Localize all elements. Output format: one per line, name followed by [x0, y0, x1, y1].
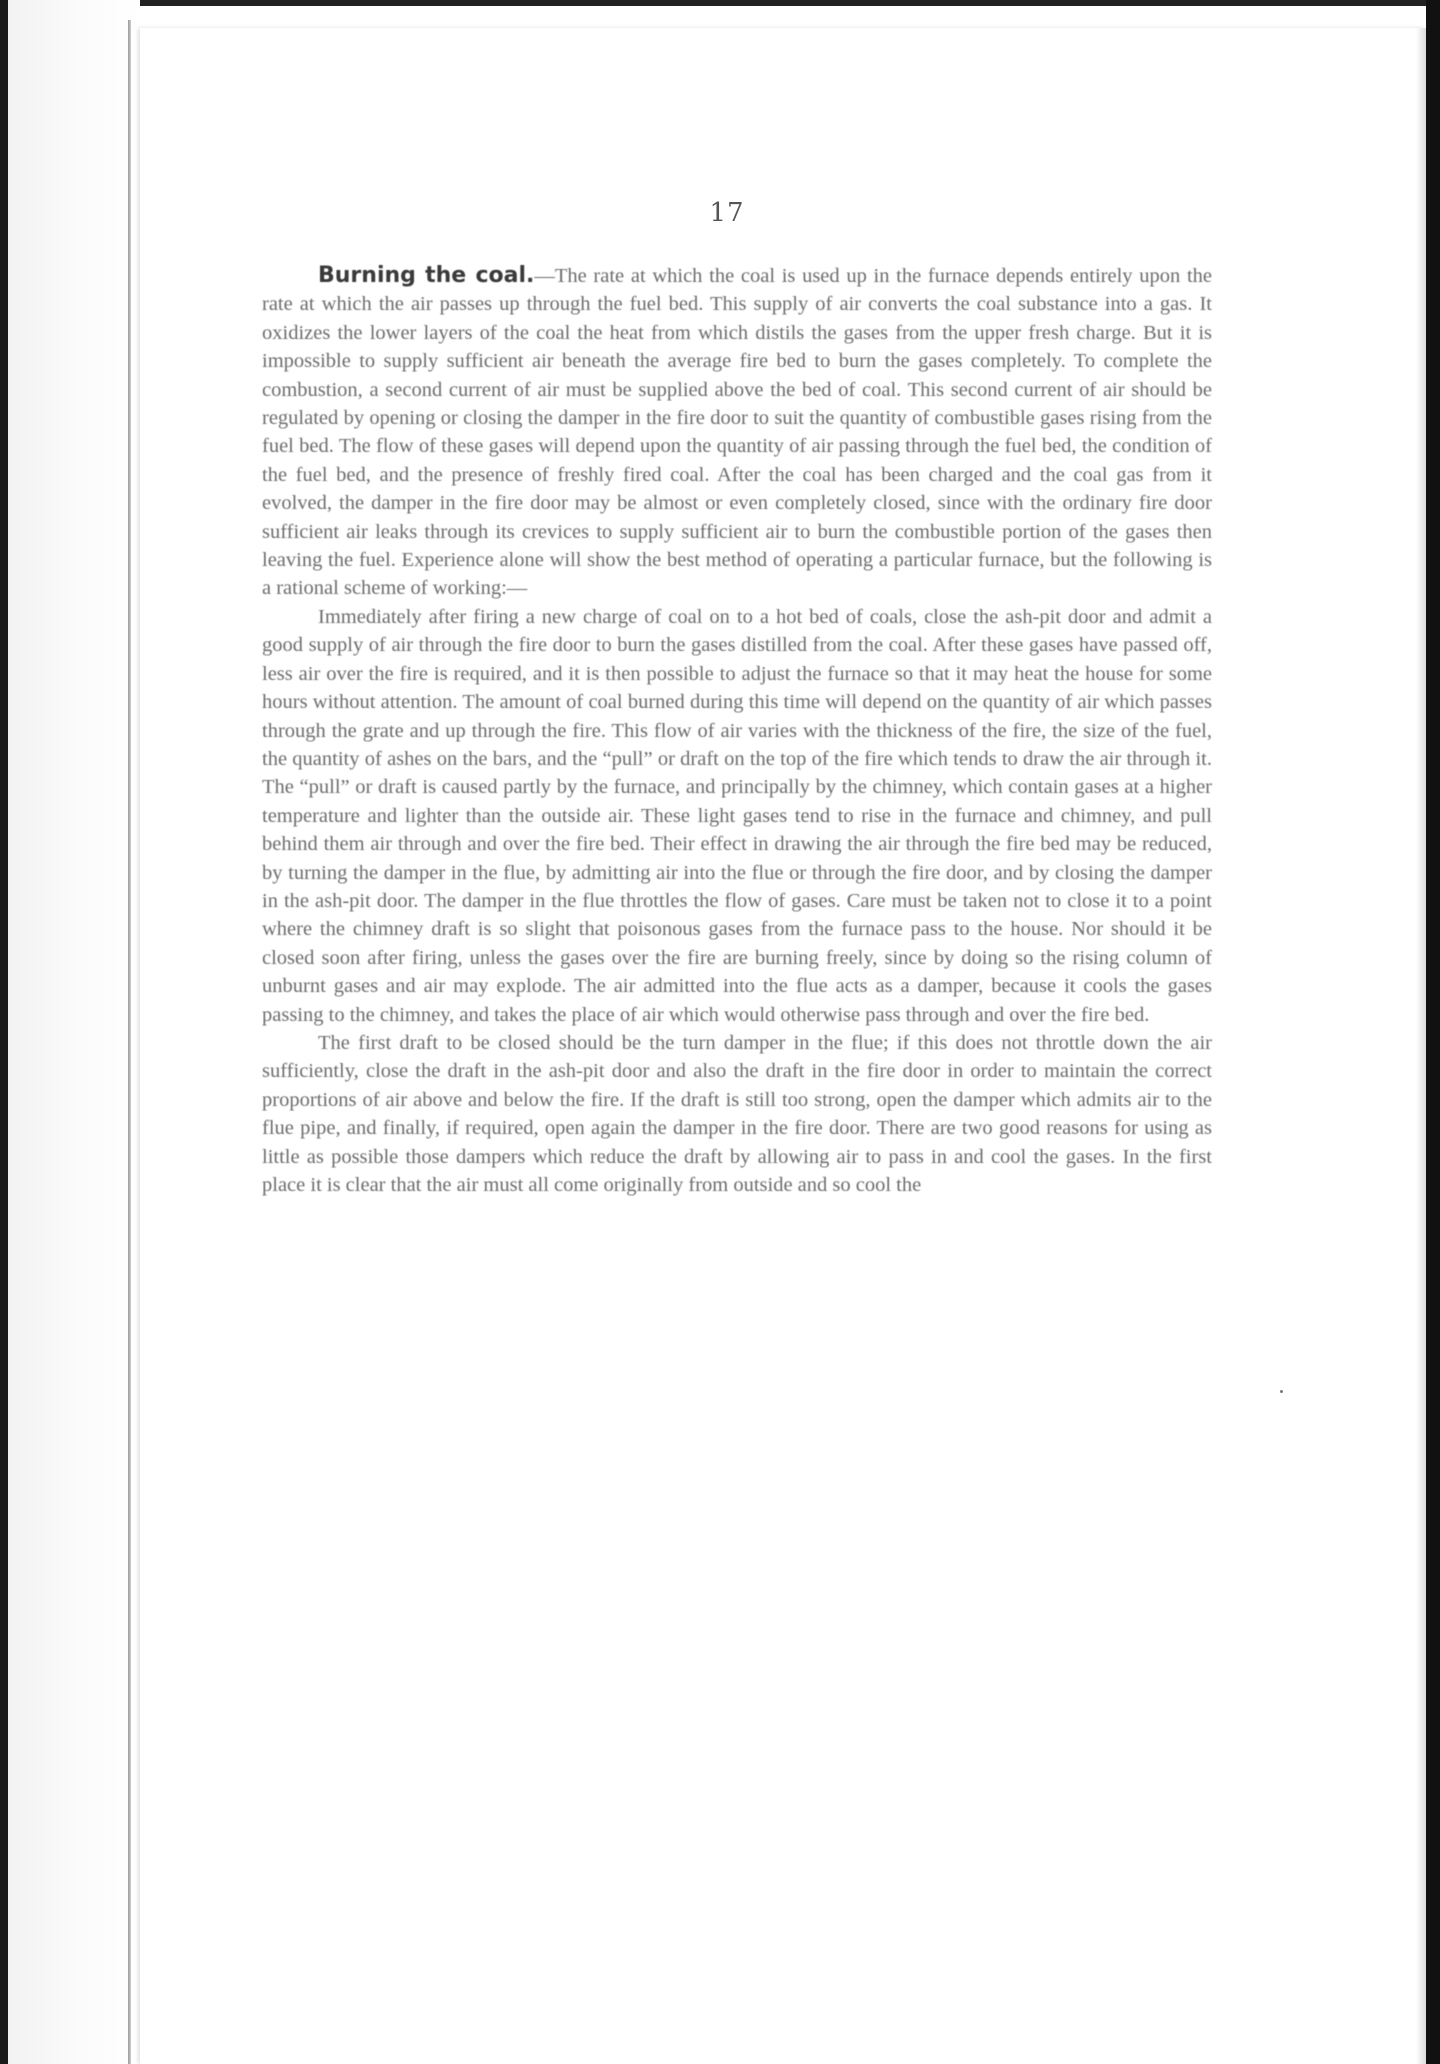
scan-left-edge	[0, 0, 8, 2064]
body-text	[262, 262, 1212, 1199]
paragraph-3: The first draft to be closed should be the turn damper in the flue; if this does not throttle down the air sufficiently, close the draft in the ash-pit door and also the draft in the fire door in order to maintain the correct proportions of air above and below the fire. If the draft is still too strong, open the damper which admits air to the flue pipe, and finally, if required, open again the damper in the fire door. There are two good reasons for using as little as possible those dampers which reduce the draft by allowing air to pass in and cool the gases. In the first place it is clear that the air must all come originally from outside and so cool the	[262, 1031, 1212, 1196]
page-number: 17	[709, 198, 745, 228]
scan-top-edge	[0, 0, 1440, 6]
paper-speck	[1280, 1390, 1283, 1393]
scan-right-edge	[1426, 0, 1440, 2064]
section-heading: Burning the coal.	[318, 263, 535, 288]
paragraph-2: Immediately after firing a new charge of coal on to a hot bed of coals, close the ash-pit door and admit a good supply of air through the fire door to burn the gases distilled from the coal. After these gases have passed off, less air over the fire is required, and it is then possible to adjust the furnace so that it may heat the house for some hours without attention. The amount of coal burned during this time will depend on the quantity of air which passes through the grate and up through the fire. This flow of air varies with the thickness of the fire, the size of the fuel, the quantity of ashes on the bars, and the “pull” or draft on the top of the fire which tends to draw the air through it. The “pull” or draft is caused partly by the furnace, and principally by the chimney, which contain gases at a higher temperature and lighter than the outside air. These light gases tend to rise in the furnace and chimney, and pull behind them air through and over the fire bed. Their effect in drawing the air through the fire bed may be reduced, by turning the damper in the flue, by admitting air into the flue or through the fire door, and by closing the damper in the ash-pit door. The damper in the flue throttles the flow of gases. Care must be taken not to close it to a point where the chimney draft is so slight that poisonous gases from the furnace pass to the house. Nor should it be closed soon after firing, unless the gases over the fire are burning freely, since by doing so the rising column of unburnt gases and air may explode. The air admitted into the flue acts as a damper, because it cools the gases passing to the chimney, and takes the place of air which would otherwise pass through and over the fire bed.	[262, 605, 1212, 1026]
paragraph-1	[262, 262, 1212, 603]
binding-line	[128, 20, 131, 2064]
book-gutter	[8, 0, 140, 2064]
page-edge-shadow	[1416, 28, 1426, 2064]
paragraph-1-text: —The rate at which the coal is used up in the furnace depends entirely upon the rate at which the air passes up through the fuel bed. This supply of air converts the coal substance into a gas. It oxidizes the lower layers of the coal the heat from which distils the gases from the upper fresh charge. But it is impossible to supply sufficient air beneath the average fire bed to burn the gases completely. To complete the combustion, a second current of air must be supplied above the bed of coal. This second current of air should be regulated by opening or closing the damper in the fire door to suit the quantity of combustible gases rising from the fuel bed. The flow of these gases will depend upon the quantity of air passing through the fuel bed, the condition of the fuel bed, and the presence of freshly fired coal. After the coal has been charged and the coal gas from it evolved, the damper in the fire door may be almost or even completely closed, since with the ordinary fire door sufficient air leaks through its crevices to supply sufficient air to burn the combustible portion of the gases then leaving the fuel. Experience alone will show the best method of operating a particular furnace, but the following is a rational scheme of working:—	[262, 265, 1212, 600]
